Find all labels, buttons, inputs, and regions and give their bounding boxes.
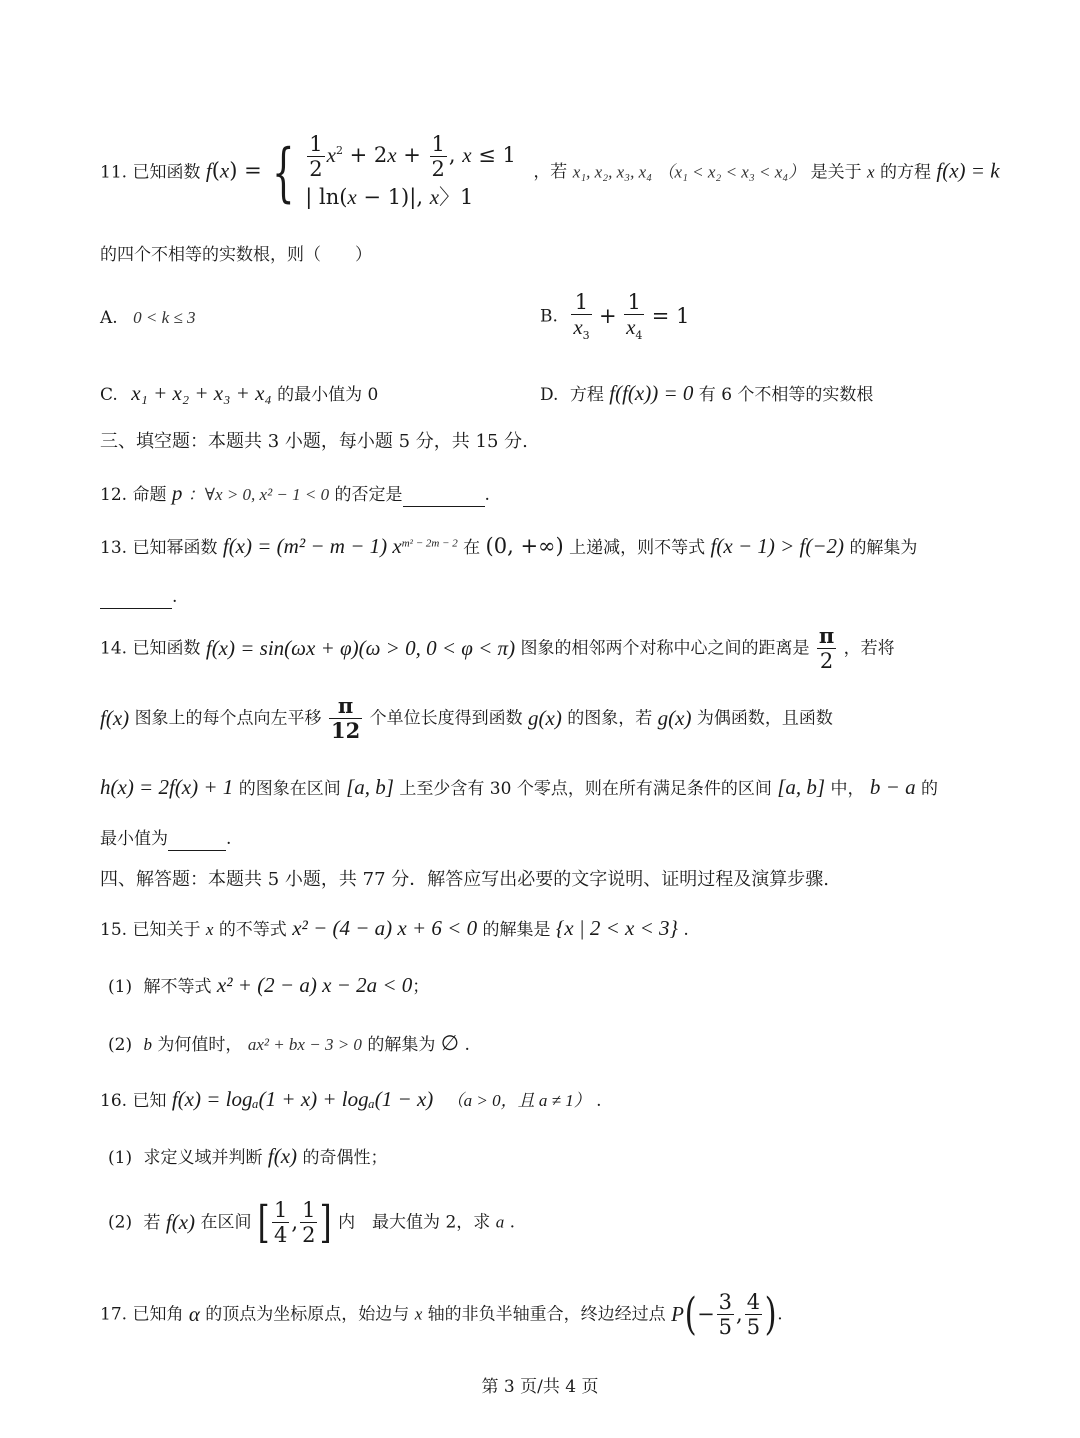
q16-part2: (2) 若 f(x) 在区间 [ $\frac{1}{4}$ , $\frac{1}{2}$ ] 内 最大值为 2，求 a . <box>108 1196 516 1248</box>
page-footer: 第 3 页/共 4 页 <box>481 1377 599 1397</box>
q14-line3: h(x) = 2f(x) + 1 的图象在区间 [a, b] 上至少含有 30 个零点，则在所有满足条件的区间 [a, b] 中， b − a 的 <box>100 775 938 799</box>
q17-line1: 17. 已知角 α 的顶点为坐标原点，始边与 x 轴的非负半轴重合，终边经过点 P(− $\frac{3}{5}$ , $\frac{4}{5}$ ). <box>100 1288 783 1340</box>
q12: 12. 命题 p ：∀x > 0, x² − 1 < 0 的否定是 . <box>100 480 490 507</box>
q11-equation: f(x) = k <box>936 158 1000 183</box>
q11-line2: 的四个不相等的实数根，则（ ） <box>100 245 372 265</box>
q14-line2: f(x) 图象上的每个点向左平移 $\frac{\pi}{12}$ 个单位长度得到函数 g(x) 的图象，若 g(x) 为偶函数，且函数 <box>100 693 833 744</box>
q13-line1: 13. 已知幂函数 f(x) = (m² − m − 1) $x^{m^2 - 2m - 2}$ 在 (0, +∞) 上递减，则不等式 f(x − 1) > f(−2) 的解集为 <box>100 534 918 558</box>
q16-part1: (1) 求定义域并判断 f(x) 的奇偶性； <box>108 1144 388 1168</box>
q13-line2: . <box>100 586 177 609</box>
section-3-heading: 三、填空题：本题共 3 小题，每小题 5 分，共 15 分. <box>100 431 528 452</box>
q14-line1: 14. 已知函数 f(x) = sin(ωx + φ)(ω > 0, 0 < φ < π) 图象的相邻两个对称中心之间的距离是 $\frac{\pi}{2}$ ，若将 <box>100 623 895 674</box>
q11-roots: x₁, x₂, x₃, x₄ <box>572 162 653 182</box>
q11-option-b: B. $\frac{1}{x_3}$ + $\frac{1}{x_4}$ = 1 <box>540 290 690 343</box>
q14-line4: 最小值为 . <box>100 828 231 851</box>
piecewise-brace: { <box>272 135 295 210</box>
section-4-heading: 四、解答题：本题共 5 小题，共 77 分．解答应写出必要的文字说明、证明过程及演算步骤. <box>100 869 829 890</box>
q15-part1: (1) 解不等式 x² + (2 − a) x − 2a < 0； <box>108 973 430 997</box>
q11-option-a: A. 0 < k ≤ 3 <box>100 308 196 328</box>
q11-option-c: C. x₁ + x₂ + x₃ + x₄ 的最小值为 0 <box>100 381 379 405</box>
q16-line1: 16. 已知 f(x) = logₐ(1 + x) + logₐ(1 − x) （a > 0，且 a ≠ 1） . <box>100 1087 602 1111</box>
q12-answer-blank[interactable] <box>403 484 485 507</box>
q14-pi-over-12: $\frac{\pi}{12}$ <box>330 693 361 744</box>
piecewise-cases: $\frac{1}{2}$ $x^2 + 2x$ + $\frac{1}{2}$ , x ≤ 1 | ln(x − 1)|, x〉1 <box>305 132 516 210</box>
q14-pi-over-2: $\frac{\pi}{2}$ <box>818 623 835 674</box>
q11-intro: 11. 已知函数 <box>100 162 201 183</box>
q13-answer-blank[interactable] <box>100 586 172 609</box>
q11-option-d: D. 方程 f(f(x)) = 0 有 6 个不相等的实数根 <box>540 381 874 405</box>
q11-line1: 11. 已知函数 f(x) = { $\frac{1}{2}$ $x^2 + 2x$ + $\frac{1}{2}$ , x ≤ 1 | ln(x − 1)|, x〉1 ，若 x₁, x₂, x₃, x₄ （x₁ < x₂ < x₃ < x₄） 是关于 x 的方程 f(x) = k <box>100 132 1000 214</box>
q15-line1: 15. 已知关于 x 的不等式 x² − (4 − a) x + 6 < 0 的解集是 {x | 2 < x < 3} . <box>100 916 689 940</box>
q14-answer-blank[interactable] <box>168 828 226 851</box>
q11-roots-order: （x₁ < x₂ < x₃ < x₄） <box>657 162 806 182</box>
q15-part2: (2) b 为何值时， ax² + bx − 3 > 0 的解集为 ∅ . <box>108 1031 470 1055</box>
